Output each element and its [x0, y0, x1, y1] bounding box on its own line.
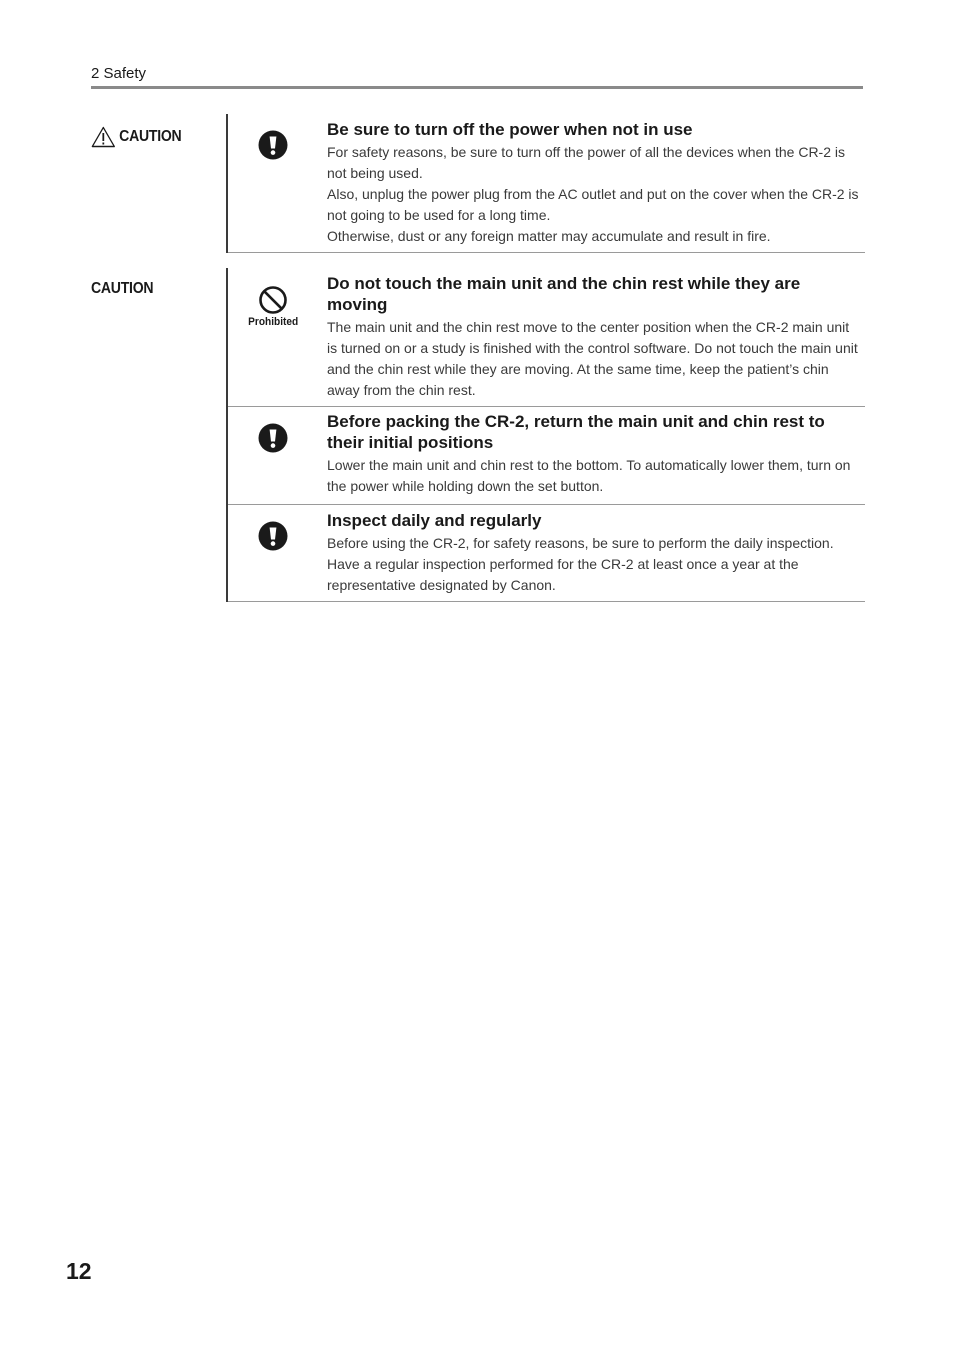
instruction-title: Do not touch the main unit and the chin rest while they are moving [327, 274, 801, 314]
body-paragraph: The main unit and the chin rest move to the center position when the CR-2 main unit is turned on or a study is finished with the control software. Do not touch the main unit and the chin rest while they are moving. At the same time, keep the patient’s chin away from the chin rest. [327, 319, 858, 398]
instruction-row [228, 114, 865, 253]
instruction-list [226, 268, 865, 602]
instruction-title: Inspect daily and regularly [327, 511, 542, 530]
instruction-body [327, 317, 859, 401]
prohibited-symbol [248, 285, 298, 328]
body-paragraph: Also, unplug the power plug from the AC outlet and put on the cover when the CR-2 is not going to be used for a long time. [327, 186, 859, 223]
mandatory-symbol [248, 130, 298, 160]
instruction-row [228, 407, 865, 505]
body-paragraph: Lower the main unit and chin rest to the bottom. To automatically lower them, turn on the power while holding down the set button. [327, 457, 851, 494]
instruction-list [226, 114, 865, 253]
mandatory-symbol [248, 423, 298, 453]
mandatory-icon [258, 423, 288, 453]
prohibited-label: Prohibited [247, 316, 299, 328]
instruction-row [228, 268, 865, 407]
page-number: 12 [66, 1258, 92, 1284]
instruction-body [327, 533, 859, 596]
header-title: 2 Safety [91, 65, 147, 82]
body-paragraph: For safety reasons, be sure to turn off the power of all the devices when the CR-2 is not being used. [327, 144, 846, 181]
prohibited-icon [258, 285, 288, 315]
instruction-body [327, 142, 859, 247]
instruction-title: Before packing the CR-2, return the main unit and chin rest to their initial positions [327, 412, 825, 452]
mandatory-symbol [248, 521, 298, 551]
caution-label: CAUTION [119, 128, 182, 145]
body-paragraph: Before using the CR-2, for safety reasons, be sure to perform the daily inspection. Have a regular inspection performed for the CR-2 at least once a year at the representative designated by Canon. [327, 535, 834, 593]
caution-label: CAUTION [91, 280, 154, 297]
instruction-body [327, 455, 859, 497]
section-label [91, 280, 153, 298]
mandatory-icon [258, 521, 288, 551]
header-rule [91, 86, 863, 89]
mandatory-icon [258, 130, 288, 160]
instruction-title: Be sure to turn off the power when not in use [327, 120, 693, 139]
body-paragraph: Otherwise, dust or any foreign matter may accumulate and result in fire. [327, 228, 771, 244]
section-label [91, 126, 181, 148]
instruction-row [228, 505, 865, 602]
warning-triangle-icon [91, 126, 116, 148]
